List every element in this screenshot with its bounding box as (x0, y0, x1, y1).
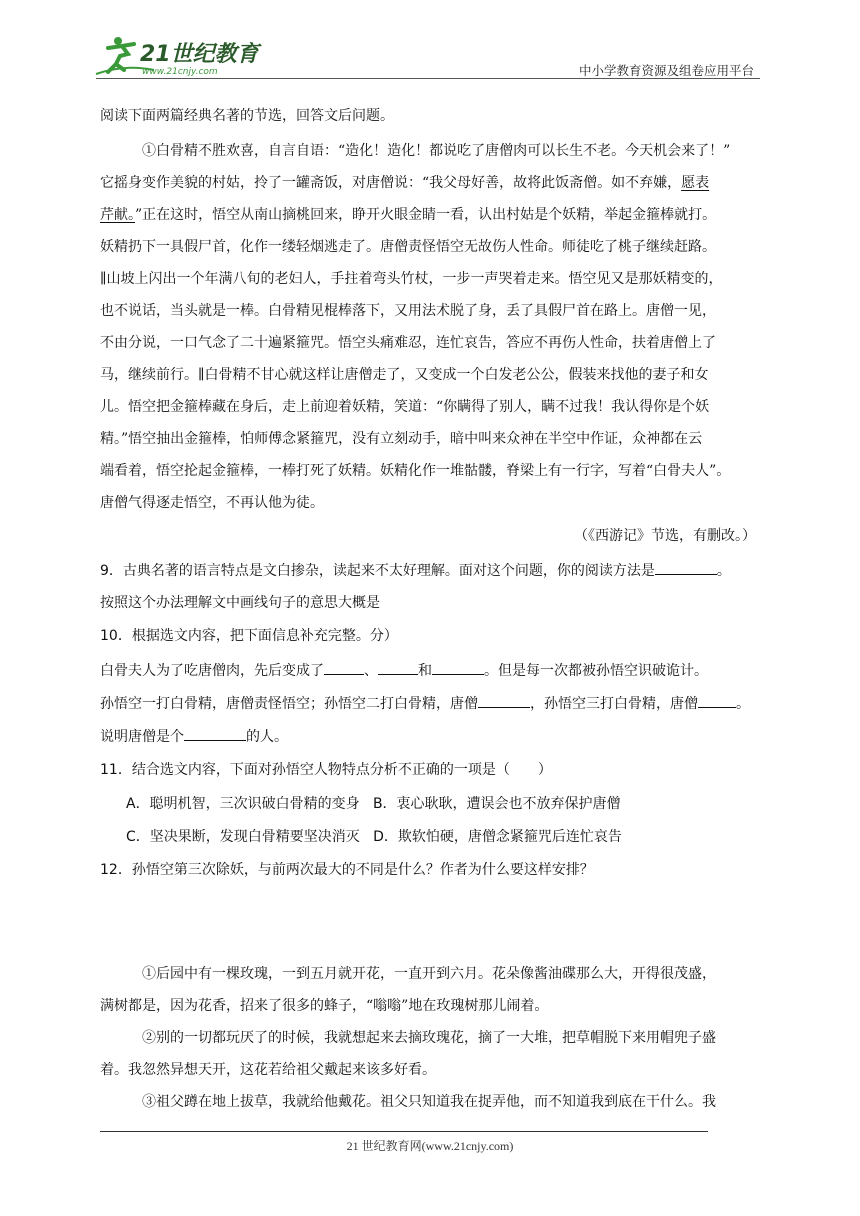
option-b[interactable]: B．衷心耿耿，遭误会也不放弃保护唐僧 (372, 796, 621, 812)
underlined-sentence: 愿表 (681, 175, 710, 191)
question-10: 10．根据选文内容，把下面信息补充完整。分） (100, 628, 398, 644)
passage2-line: 着。我忽然异想天开，这花若给祖父戴起来该多好看。 (100, 1062, 436, 1078)
passage1-line: 唐僧气得逐走悟空，不再认他为徒。 (100, 495, 324, 511)
question-11-options (126, 794, 790, 814)
question-10-line: 孙悟空一打白骨精，唐僧责怪悟空；孙悟空二打白骨精，唐僧 ，孙悟空三打白骨精，唐僧 。 (100, 693, 764, 714)
passage1-line: 端看着，悟空抡起金箍棒，一棒打死了妖精。妖精化作一堆骷髅，脊梁上有一行字，写着“白骨夫人”。 (100, 463, 731, 479)
passage1-line: 马，继续前行。∥白骨精不甘心就这样让唐僧走了，又变成一个白发老公公，假装来找他的妻子和女 (100, 367, 709, 383)
passage1-source: （《西游记》节选，有删改。） (574, 528, 756, 544)
passage1-line: 妖精扔下一具假尸首，化作一缕轻烟逃走了。唐僧责怪悟空无故伤人性命。师徒吃了桃子继续赶路。 (100, 239, 716, 255)
answer-blank[interactable] (655, 560, 717, 575)
footer-divider (100, 1131, 708, 1132)
question-11-options (126, 827, 790, 847)
passage2-line: ③祖父蹲在地上拔草，我就给他戴花。祖父只知道我在捉弄他，而不知道我到底在干什么。我 (142, 1094, 716, 1110)
passage1-line: 芹献。”正在这时，悟空从南山摘桃回来，睁开火眼金睛一看，认出村姑是个妖精，举起金箍棒就打。 (100, 207, 717, 223)
answer-blank[interactable] (378, 660, 418, 675)
question-10-line: 说明唐僧是个 的人。 (100, 726, 764, 747)
passage1-line: 它摇身变作美貌的村姑，拎了一罐斋饭，对唐僧说：“我父母好善，故将此饭斋僧。如不弃嫌，愿表 (100, 175, 710, 191)
page-footer[interactable]: 21 世纪教育网(www.21cnjy.com) (346, 1139, 514, 1153)
svg-text:21世纪教育: 21世纪教育 (140, 42, 259, 67)
option-d[interactable]: D．欺软怕硬，唐僧念紧箍咒后连忙哀告 (373, 829, 622, 845)
question-12: 12．孙悟空第三次除妖，与前两次最大的不同是什么？作者为什么要这样安排？ (100, 862, 594, 878)
passage2-line: ①后园中有一棵玫瑰，一到五月就开花，一直开到六月。花朵像酱油碟那么大，开得很茂盛， (142, 966, 716, 982)
passage2-line: 满树都是，因为花香，招来了很多的蜂子，“嗡嗡”地在玫瑰树那儿闹着。 (100, 998, 549, 1014)
intro-text: 阅读下面两篇经典名著的节选，回答文后问题。 (100, 108, 394, 124)
page-header (94, 34, 760, 80)
logo (94, 34, 264, 78)
answer-blank[interactable] (432, 660, 484, 675)
passage1-line: 也不说话，当头就是一棒。白骨精见棍棒落下，又用法术脱了身，丢了具假尸首在路上。唐僧一见， (100, 303, 716, 319)
passage2-line: ②别的一切都玩厌了的时候，我就想起来去摘玫瑰花，摘了一大堆，把草帽脱下来用帽兜子盛 (142, 1030, 716, 1046)
underlined-sentence: 芹献。 (100, 207, 135, 223)
passage1-line: 不由分说，一口气念了二十遍紧箍咒。悟空头痛难忍，连忙哀告，答应不再伤人性命，扶着唐僧上了 (100, 335, 716, 351)
answer-blank[interactable] (324, 660, 364, 675)
passage1-line: ∥山坡上闪出一个年满八旬的老妇人，手拄着弯头竹杖，一步一声哭着走来。悟空见又是那妖精变的， (100, 271, 723, 287)
header-divider (96, 78, 760, 79)
answer-blank[interactable] (698, 693, 736, 708)
passage1-line: ①白骨精不胜欢喜，自言自语：“造化！造化！都说吃了唐僧肉可以长生不老。今天机会来了！” (142, 143, 731, 159)
answer-blank[interactable] (478, 693, 530, 708)
svg-text:www.21cnjy.com: www.21cnjy.com (142, 67, 218, 77)
passage1-line: 精。”悟空抽出金箍棒，怕师傅念紧箍咒，没有立刻动手，暗中叫来众神在半空中作证，众神都在云 (100, 431, 703, 447)
question-10-line: 白骨夫人为了吃唐僧肉，先后变成了 、 和 。但是每一次都被孙悟空识破诡计。 (100, 660, 764, 681)
platform-name: 中小学教育资源及组卷应用平台 (578, 63, 754, 78)
option-a[interactable]: A．聪明机智，三次识破白骨精的变身 (126, 796, 360, 812)
option-c[interactable]: C．坚决果断，发现白骨精要坚决消灭 (126, 829, 360, 845)
question-9-line2: 按照这个办法理解文中画线句子的意思大概是 (100, 595, 380, 611)
passage1-line: 儿。悟空把金箍棒藏在身后，走上前迎着妖精，笑道：“你瞒得了别人，瞒不过我！我认得你是个妖 (100, 399, 710, 415)
answer-blank[interactable] (184, 726, 246, 741)
question-11: 11．结合选文内容，下面对孙悟空人物特点分析不正确的一项是（ ） (100, 762, 552, 778)
question-9: 9．古典名著的语言特点是文白掺杂，读起来不太好理解。面对这个问题，你的阅读方法是 。 (100, 560, 764, 581)
